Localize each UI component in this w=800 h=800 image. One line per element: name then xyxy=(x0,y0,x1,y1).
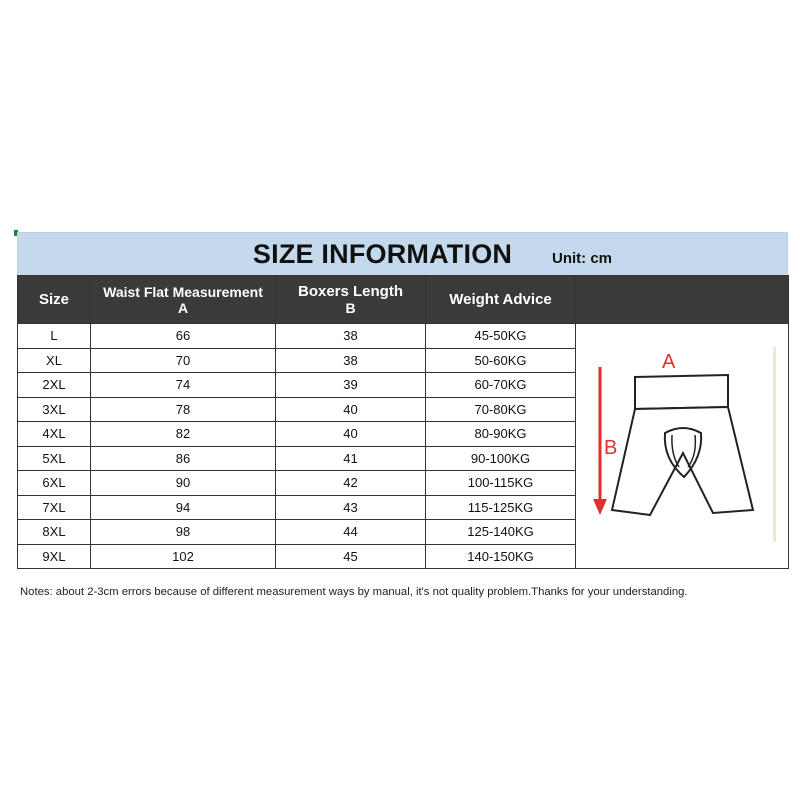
cell-length: 43 xyxy=(276,495,426,520)
header-size: Size xyxy=(18,276,91,324)
cell-weight: 50-60KG xyxy=(426,348,576,373)
cell-waist: 102 xyxy=(91,544,276,569)
cell-waist: 86 xyxy=(91,446,276,471)
header-row xyxy=(18,276,789,324)
cell-size: 2XL xyxy=(18,373,91,398)
cell-length: 45 xyxy=(276,544,426,569)
note-text: Notes: about 2-3cm errors because of different measurement ways by manual, it's not quality problem.Thanks for your understanding. xyxy=(20,586,688,598)
cell-length: 40 xyxy=(276,397,426,422)
cell-length: 42 xyxy=(276,471,426,496)
cell-waist: 82 xyxy=(91,422,276,447)
cell-size: 9XL xyxy=(18,544,91,569)
cell-waist: 90 xyxy=(91,471,276,496)
waistband-outline xyxy=(635,375,728,409)
cell-size: L xyxy=(18,324,91,349)
label-a: A xyxy=(661,351,675,373)
cell-waist: 70 xyxy=(91,348,276,373)
cell-waist: 74 xyxy=(91,373,276,398)
cell-size: 5XL xyxy=(18,446,91,471)
cell-size: XL xyxy=(18,348,91,373)
cell-size: 8XL xyxy=(18,520,91,545)
label-b: B xyxy=(603,437,617,459)
chart-title: SIZE INFORMATION xyxy=(252,239,513,269)
cell-length: 38 xyxy=(276,348,426,373)
cell-waist: 98 xyxy=(91,520,276,545)
cell-weight: 45-50KG xyxy=(426,324,576,349)
unit-label: Unit: cm xyxy=(552,250,612,267)
cell-weight: 100-115KG xyxy=(426,471,576,496)
header-blank xyxy=(576,276,789,324)
diagram-cell xyxy=(576,324,789,569)
header-waist: Waist Flat Measurement A xyxy=(91,276,276,324)
table-row xyxy=(18,324,789,349)
cell-length: 41 xyxy=(276,446,426,471)
cell-weight: 115-125KG xyxy=(426,495,576,520)
size-chart xyxy=(17,232,788,569)
cell-length: 40 xyxy=(276,422,426,447)
cell-length: 44 xyxy=(276,520,426,545)
shorts-outline xyxy=(612,407,753,515)
cell-size: 3XL xyxy=(18,397,91,422)
cell-weight: 140-150KG xyxy=(426,544,576,569)
cell-waist: 94 xyxy=(91,495,276,520)
cell-weight: 80-90KG xyxy=(426,422,576,447)
cell-size: 6XL xyxy=(18,471,91,496)
arrow-b-head xyxy=(593,499,607,515)
cell-waist: 78 xyxy=(91,397,276,422)
cell-weight: 60-70KG xyxy=(426,373,576,398)
cell-length: 38 xyxy=(276,324,426,349)
cell-weight: 70-80KG xyxy=(426,397,576,422)
cell-waist: 66 xyxy=(91,324,276,349)
title-bar xyxy=(17,232,788,275)
right-guide-line xyxy=(773,347,776,542)
header-weight: Weight Advice xyxy=(426,276,576,324)
cell-size: 4XL xyxy=(18,422,91,447)
cell-weight: 125-140KG xyxy=(426,520,576,545)
header-length: Boxers Length B xyxy=(276,276,426,324)
size-table xyxy=(17,275,789,569)
cell-size: 7XL xyxy=(18,495,91,520)
boxer-diagram xyxy=(577,327,788,562)
cell-length: 39 xyxy=(276,373,426,398)
cell-weight: 90-100KG xyxy=(426,446,576,471)
